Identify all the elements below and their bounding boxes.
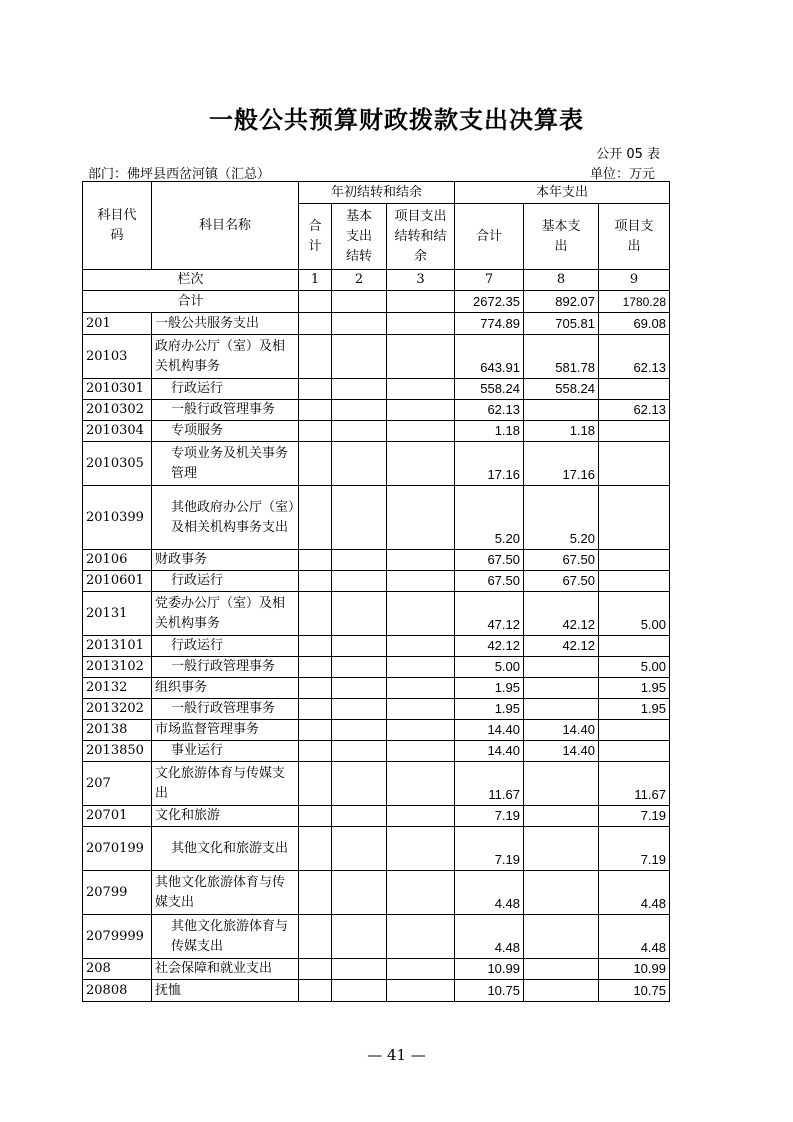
row-carry-project bbox=[387, 313, 455, 335]
row-name: 政府办公厅（室）及相关机构事务 bbox=[152, 335, 299, 379]
header-carryover-group: 年初结转和结余 bbox=[299, 182, 455, 204]
row-carry-total bbox=[299, 762, 332, 806]
row-code: 20799 bbox=[83, 871, 152, 915]
row-carry-total bbox=[299, 699, 332, 720]
unit-label: 单位：万元 bbox=[589, 167, 655, 182]
index-cell: 3 bbox=[387, 270, 455, 291]
row-cur-total: 4.48 bbox=[455, 871, 524, 915]
table-row bbox=[83, 720, 670, 741]
header-cur-project: 项目支出 bbox=[599, 204, 670, 270]
row-cur-project: 69.08 bbox=[599, 313, 670, 335]
row-carry-basic bbox=[332, 959, 387, 980]
row-cur-total: 10.75 bbox=[455, 980, 524, 1002]
expenditure-table bbox=[82, 181, 670, 1002]
row-carry-basic bbox=[332, 592, 387, 636]
row-code: 2010305 bbox=[83, 442, 152, 486]
row-cur-basic bbox=[524, 806, 599, 827]
row-carry-project bbox=[387, 636, 455, 657]
row-name: 一般行政管理事务 bbox=[152, 699, 299, 720]
row-code: 20701 bbox=[83, 806, 152, 827]
row-carry-basic bbox=[332, 400, 387, 421]
row-carry-basic bbox=[332, 827, 387, 871]
row-cur-basic bbox=[524, 871, 599, 915]
form-number: 公开 05 表 bbox=[596, 147, 660, 162]
row-carry-basic bbox=[332, 720, 387, 741]
row-cur-total: 42.12 bbox=[455, 636, 524, 657]
total-cell bbox=[387, 291, 455, 313]
table-row bbox=[83, 335, 670, 379]
table-row bbox=[83, 442, 670, 486]
row-carry-project bbox=[387, 827, 455, 871]
table-row bbox=[83, 421, 670, 442]
row-name: 行政运行 bbox=[152, 571, 299, 592]
row-cur-basic: 14.40 bbox=[524, 741, 599, 762]
row-code: 20138 bbox=[83, 720, 152, 741]
table-row bbox=[83, 571, 670, 592]
table-row bbox=[83, 806, 670, 827]
header-carry-basic: 基本支出结转 bbox=[332, 204, 387, 270]
row-name: 其他文化旅游体育与传媒支出 bbox=[152, 871, 299, 915]
row-cur-project: 62.13 bbox=[599, 335, 670, 379]
row-cur-project: 62.13 bbox=[599, 400, 670, 421]
row-code: 20808 bbox=[83, 980, 152, 1002]
row-cur-total: 1.95 bbox=[455, 699, 524, 720]
table-row bbox=[83, 678, 670, 699]
table-row bbox=[83, 741, 670, 762]
row-cur-basic: 705.81 bbox=[524, 313, 599, 335]
row-carry-basic bbox=[332, 657, 387, 678]
page-title: 一般公共预算财政拨款支出决算表 bbox=[209, 106, 584, 134]
row-cur-basic: 5.20 bbox=[524, 486, 599, 550]
row-code: 2010399 bbox=[83, 486, 152, 550]
index-cell: 2 bbox=[332, 270, 387, 291]
row-carry-project bbox=[387, 980, 455, 1002]
row-carry-basic bbox=[332, 762, 387, 806]
row-cur-basic: 581.78 bbox=[524, 335, 599, 379]
row-code: 201 bbox=[83, 313, 152, 335]
row-cur-project: 10.99 bbox=[599, 959, 670, 980]
row-carry-total bbox=[299, 915, 332, 959]
row-name: 行政运行 bbox=[152, 636, 299, 657]
row-cur-total: 558.24 bbox=[455, 379, 524, 400]
row-carry-total bbox=[299, 592, 332, 636]
row-cur-project: 7.19 bbox=[599, 806, 670, 827]
table-row bbox=[83, 636, 670, 657]
row-name: 专项业务及机关事务管理 bbox=[152, 442, 299, 486]
header-carry-project: 项目支出结转和结余 bbox=[387, 204, 455, 270]
table-row bbox=[83, 592, 670, 636]
row-carry-basic bbox=[332, 980, 387, 1002]
row-name: 其他文化和旅游支出 bbox=[152, 827, 299, 871]
row-carry-basic bbox=[332, 313, 387, 335]
row-carry-basic bbox=[332, 335, 387, 379]
header-cur-basic: 基本支出 bbox=[524, 204, 599, 270]
header-current-group: 本年支出 bbox=[455, 182, 670, 204]
row-carry-basic bbox=[332, 915, 387, 959]
row-cur-project bbox=[599, 720, 670, 741]
total-cell: 2672.35 bbox=[455, 291, 524, 313]
row-carry-basic bbox=[332, 741, 387, 762]
row-cur-project: 1.95 bbox=[599, 699, 670, 720]
row-name: 事业运行 bbox=[152, 741, 299, 762]
row-cur-basic: 14.40 bbox=[524, 720, 599, 741]
row-carry-project bbox=[387, 335, 455, 379]
row-carry-total bbox=[299, 550, 332, 571]
table-row bbox=[83, 959, 670, 980]
row-cur-basic: 67.50 bbox=[524, 571, 599, 592]
row-cur-project: 5.00 bbox=[599, 657, 670, 678]
row-carry-total bbox=[299, 486, 332, 550]
row-code: 2070199 bbox=[83, 827, 152, 871]
row-carry-basic bbox=[332, 486, 387, 550]
row-carry-project bbox=[387, 486, 455, 550]
row-cur-project: 11.67 bbox=[599, 762, 670, 806]
row-cur-total: 5.00 bbox=[455, 657, 524, 678]
row-code: 2010302 bbox=[83, 400, 152, 421]
table-row bbox=[83, 915, 670, 959]
row-code: 207 bbox=[83, 762, 152, 806]
row-carry-project bbox=[387, 678, 455, 699]
row-carry-project bbox=[387, 915, 455, 959]
row-name: 抚恤 bbox=[152, 980, 299, 1002]
row-cur-project: 5.00 bbox=[599, 592, 670, 636]
row-code: 2010601 bbox=[83, 571, 152, 592]
total-cell bbox=[299, 291, 332, 313]
row-carry-basic bbox=[332, 379, 387, 400]
row-code: 2013850 bbox=[83, 741, 152, 762]
row-carry-basic bbox=[332, 678, 387, 699]
row-name: 社会保障和就业支出 bbox=[152, 959, 299, 980]
row-cur-project: 1.95 bbox=[599, 678, 670, 699]
row-carry-total bbox=[299, 720, 332, 741]
header-name: 科目名称 bbox=[152, 182, 299, 270]
row-cur-basic bbox=[524, 678, 599, 699]
row-name: 行政运行 bbox=[152, 379, 299, 400]
row-cur-basic: 42.12 bbox=[524, 592, 599, 636]
row-carry-total bbox=[299, 657, 332, 678]
row-code: 20132 bbox=[83, 678, 152, 699]
row-carry-project bbox=[387, 550, 455, 571]
page-number: — 41 — bbox=[367, 1046, 426, 1064]
row-carry-total bbox=[299, 741, 332, 762]
row-carry-total bbox=[299, 335, 332, 379]
row-carry-project bbox=[387, 806, 455, 827]
row-code: 20103 bbox=[83, 335, 152, 379]
row-cur-total: 7.19 bbox=[455, 806, 524, 827]
row-carry-basic bbox=[332, 442, 387, 486]
row-carry-project bbox=[387, 592, 455, 636]
table-row bbox=[83, 699, 670, 720]
row-carry-total bbox=[299, 806, 332, 827]
row-code: 208 bbox=[83, 959, 152, 980]
table-row bbox=[83, 486, 670, 550]
row-carry-project bbox=[387, 400, 455, 421]
row-cur-project bbox=[599, 421, 670, 442]
row-name: 党委办公厅（室）及相关机构事务 bbox=[152, 592, 299, 636]
row-carry-total bbox=[299, 442, 332, 486]
row-carry-total bbox=[299, 400, 332, 421]
row-code: 2013101 bbox=[83, 636, 152, 657]
row-carry-basic bbox=[332, 550, 387, 571]
row-cur-total: 47.12 bbox=[455, 592, 524, 636]
header-code: 科目代码 bbox=[83, 182, 152, 270]
row-cur-total: 5.20 bbox=[455, 486, 524, 550]
row-cur-project bbox=[599, 571, 670, 592]
row-carry-project bbox=[387, 657, 455, 678]
row-carry-total bbox=[299, 636, 332, 657]
row-cur-basic bbox=[524, 980, 599, 1002]
table-row bbox=[83, 313, 670, 335]
index-cell: 8 bbox=[524, 270, 599, 291]
department-label: 部门：佛坪县西岔河镇（汇总） bbox=[88, 167, 271, 182]
row-cur-basic bbox=[524, 827, 599, 871]
table-row bbox=[83, 762, 670, 806]
row-cur-total: 14.40 bbox=[455, 741, 524, 762]
table-row bbox=[83, 550, 670, 571]
row-name: 文化和旅游 bbox=[152, 806, 299, 827]
row-code: 2013202 bbox=[83, 699, 152, 720]
row-cur-project bbox=[599, 636, 670, 657]
row-cur-basic: 17.16 bbox=[524, 442, 599, 486]
row-carry-project bbox=[387, 871, 455, 915]
row-cur-basic bbox=[524, 699, 599, 720]
row-cur-basic bbox=[524, 400, 599, 421]
row-carry-basic bbox=[332, 571, 387, 592]
row-carry-project bbox=[387, 741, 455, 762]
row-name: 一般行政管理事务 bbox=[152, 400, 299, 421]
row-cur-total: 17.16 bbox=[455, 442, 524, 486]
row-name: 组织事务 bbox=[152, 678, 299, 699]
total-cell: 1780.28 bbox=[599, 291, 670, 313]
row-carry-project bbox=[387, 571, 455, 592]
row-cur-basic bbox=[524, 762, 599, 806]
row-carry-basic bbox=[332, 636, 387, 657]
row-carry-total bbox=[299, 980, 332, 1002]
table-row bbox=[83, 980, 670, 1002]
row-code: 20131 bbox=[83, 592, 152, 636]
row-cur-total: 14.40 bbox=[455, 720, 524, 741]
total-cell: 892.07 bbox=[524, 291, 599, 313]
row-cur-total: 1.18 bbox=[455, 421, 524, 442]
row-carry-basic bbox=[332, 421, 387, 442]
row-carry-project bbox=[387, 762, 455, 806]
row-cur-total: 10.99 bbox=[455, 959, 524, 980]
index-cell: 1 bbox=[299, 270, 332, 291]
index-row bbox=[83, 270, 670, 291]
row-cur-basic: 1.18 bbox=[524, 421, 599, 442]
row-cur-total: 4.48 bbox=[455, 915, 524, 959]
row-cur-total: 67.50 bbox=[455, 571, 524, 592]
index-label: 栏次 bbox=[83, 270, 299, 291]
row-carry-project bbox=[387, 421, 455, 442]
row-name: 文化旅游体育与传媒支出 bbox=[152, 762, 299, 806]
row-carry-basic bbox=[332, 871, 387, 915]
row-carry-project bbox=[387, 442, 455, 486]
row-name: 一般行政管理事务 bbox=[152, 657, 299, 678]
row-code: 20106 bbox=[83, 550, 152, 571]
row-cur-basic bbox=[524, 915, 599, 959]
row-cur-project: 10.75 bbox=[599, 980, 670, 1002]
table-row bbox=[83, 379, 670, 400]
row-carry-project bbox=[387, 959, 455, 980]
row-carry-total bbox=[299, 959, 332, 980]
row-name: 市场监督管理事务 bbox=[152, 720, 299, 741]
row-carry-total bbox=[299, 827, 332, 871]
index-cell: 7 bbox=[455, 270, 524, 291]
row-cur-total: 643.91 bbox=[455, 335, 524, 379]
row-cur-basic: 558.24 bbox=[524, 379, 599, 400]
header-cur-total: 合计 bbox=[455, 204, 524, 270]
row-cur-total: 7.19 bbox=[455, 827, 524, 871]
row-code: 2013102 bbox=[83, 657, 152, 678]
row-cur-project bbox=[599, 741, 670, 762]
total-row bbox=[83, 291, 670, 313]
total-label: 合计 bbox=[83, 291, 299, 313]
row-cur-project bbox=[599, 550, 670, 571]
row-carry-project bbox=[387, 720, 455, 741]
row-cur-project: 7.19 bbox=[599, 827, 670, 871]
row-cur-basic: 67.50 bbox=[524, 550, 599, 571]
row-carry-total bbox=[299, 313, 332, 335]
row-cur-project: 4.48 bbox=[599, 871, 670, 915]
row-name: 其他政府办公厅（室）及相关机构事务支出 bbox=[152, 486, 299, 550]
row-name: 一般公共服务支出 bbox=[152, 313, 299, 335]
row-code: 2079999 bbox=[83, 915, 152, 959]
header-carry-total: 合计 bbox=[299, 204, 332, 270]
row-carry-total bbox=[299, 678, 332, 699]
index-cell: 9 bbox=[599, 270, 670, 291]
table-row bbox=[83, 827, 670, 871]
row-carry-project bbox=[387, 379, 455, 400]
row-cur-total: 62.13 bbox=[455, 400, 524, 421]
row-cur-total: 774.89 bbox=[455, 313, 524, 335]
row-cur-project: 4.48 bbox=[599, 915, 670, 959]
row-cur-project bbox=[599, 379, 670, 400]
row-cur-total: 67.50 bbox=[455, 550, 524, 571]
row-cur-project bbox=[599, 486, 670, 550]
row-name: 其他文化旅游体育与传媒支出 bbox=[152, 915, 299, 959]
row-cur-basic: 42.12 bbox=[524, 636, 599, 657]
row-cur-total: 1.95 bbox=[455, 678, 524, 699]
row-code: 2010301 bbox=[83, 379, 152, 400]
row-cur-project bbox=[599, 442, 670, 486]
total-cell bbox=[332, 291, 387, 313]
row-name: 专项服务 bbox=[152, 421, 299, 442]
row-carry-total bbox=[299, 421, 332, 442]
row-cur-total: 11.67 bbox=[455, 762, 524, 806]
row-name: 财政事务 bbox=[152, 550, 299, 571]
row-carry-total bbox=[299, 871, 332, 915]
table-row bbox=[83, 871, 670, 915]
row-carry-total bbox=[299, 571, 332, 592]
row-code: 2010304 bbox=[83, 421, 152, 442]
row-carry-total bbox=[299, 379, 332, 400]
row-carry-basic bbox=[332, 699, 387, 720]
row-carry-basic bbox=[332, 806, 387, 827]
table-row bbox=[83, 400, 670, 421]
table-row bbox=[83, 657, 670, 678]
row-cur-basic bbox=[524, 959, 599, 980]
row-cur-basic bbox=[524, 657, 599, 678]
row-carry-project bbox=[387, 699, 455, 720]
